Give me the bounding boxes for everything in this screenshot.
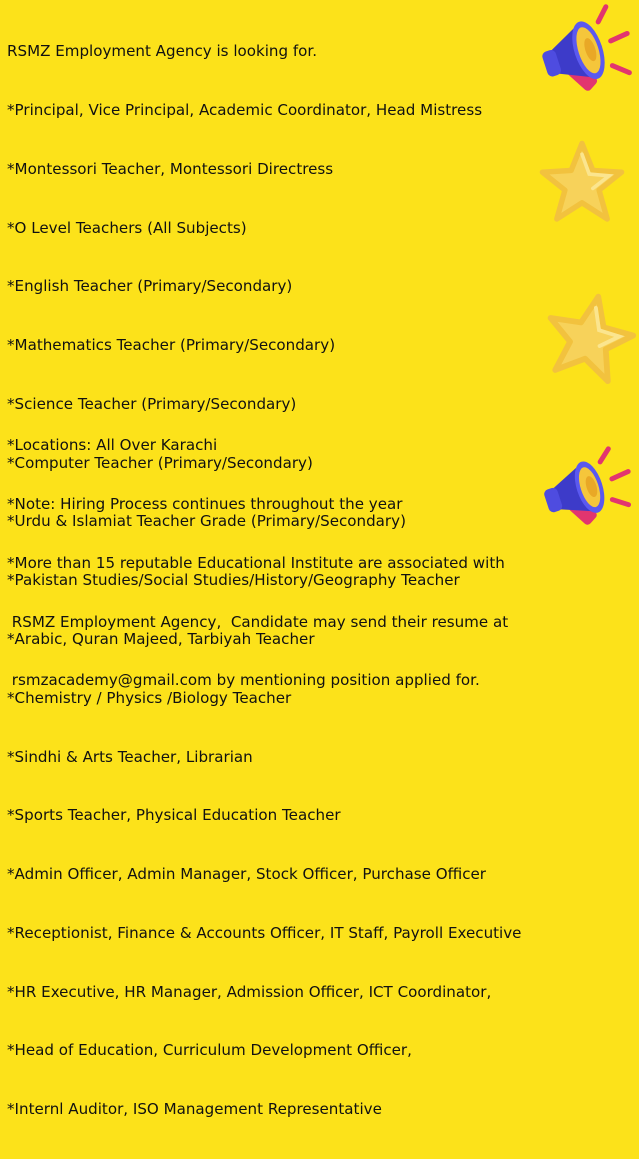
note-line: *Note: Hiring Process continues throughout the year bbox=[7, 494, 403, 513]
star-icon bbox=[536, 138, 628, 228]
locations-line: *Locations: All Over Karachi bbox=[7, 436, 218, 455]
position-line: *Chemistry / Physics /Biology Teacher bbox=[7, 688, 292, 707]
position-line: *Arabic, Quran Majeed, Tarbiyah Teacher bbox=[7, 630, 315, 648]
info-line: *More than 15 reputable Educational Institute are associated with bbox=[7, 553, 505, 572]
info-line: rsmzacademy@gmail.com by mentioning position applied for. bbox=[7, 671, 480, 690]
position-line: *O Level Teachers (All Subjects) bbox=[7, 218, 247, 237]
position-line: *English Teacher (Primary/Secondary) bbox=[7, 277, 293, 296]
position-line: *Science Teacher (Primary/Secondary) bbox=[7, 394, 297, 413]
poster-footer bbox=[7, 397, 508, 730]
position-line: *Pakistan Studies/Social Studies/History/Geography Teacher bbox=[7, 571, 460, 590]
position-line: *Receptionist, Finance & Accounts Officer, IT Staff, Payroll Executive bbox=[7, 923, 522, 942]
megaphone-icon bbox=[542, 0, 639, 110]
position-line: *Montessori Teacher, Montessori Directress bbox=[7, 159, 334, 178]
position-line: *Internl Auditor, ISO Management Representative bbox=[7, 1100, 382, 1119]
position-line: *Sindhi & Arts Teacher, Librarian bbox=[7, 747, 253, 766]
info-line: RSMZ Employment Agency, Candidate may send their resume at bbox=[7, 612, 509, 631]
position-line: *Principal, Vice Principal, Academic Coordinator, Head Mistress bbox=[7, 100, 483, 119]
position-line: *HR Executive, HR Manager, Admission Officer, ICT Coordinator, bbox=[7, 982, 492, 1001]
position-line: *Computer Teacher (Primary/Secondary) bbox=[7, 453, 313, 472]
position-line: *Admin Officer, Admin Manager, Stock Officer, Purchase Officer bbox=[7, 865, 486, 884]
position-line: *Mathematics Teacher (Primary/Secondary) bbox=[7, 336, 336, 355]
megaphone-icon bbox=[543, 444, 639, 536]
position-line: *Sports Teacher, Physical Education Teacher bbox=[7, 806, 341, 825]
position-line: *Head of Education, Curriculum Development Officer, bbox=[7, 1041, 412, 1060]
poster-header: RSMZ Employment Agency is looking for. bbox=[7, 42, 318, 61]
position-line: *Urdu & Islamiat Teacher Grade (Primary/Secondary) bbox=[7, 512, 406, 531]
star-icon bbox=[540, 290, 639, 386]
